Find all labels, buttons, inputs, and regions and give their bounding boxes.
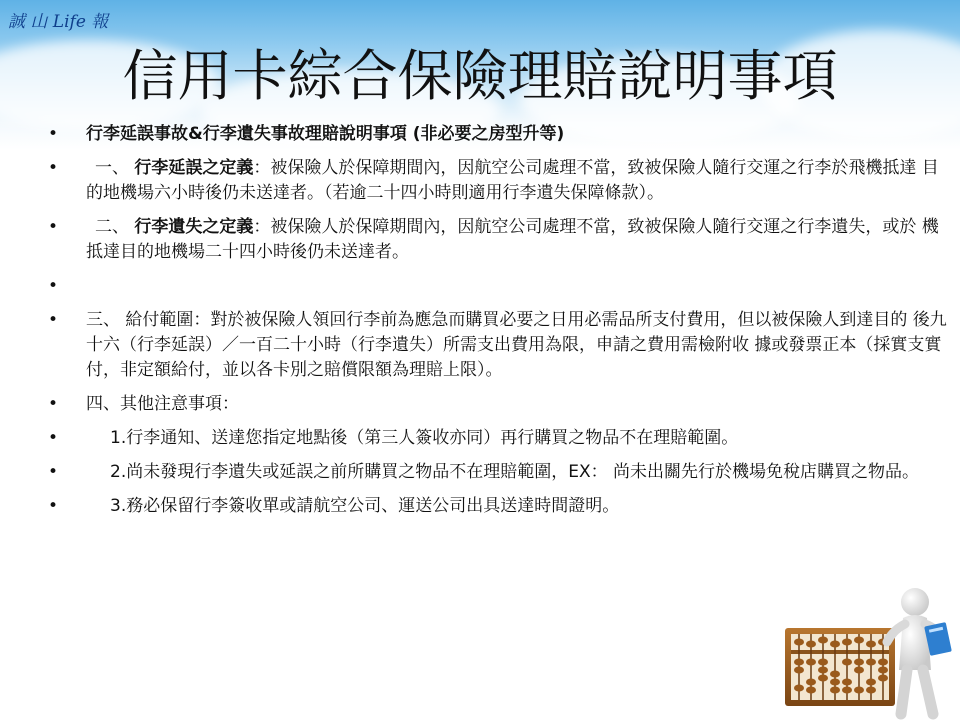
list-item-text: 四、其他注意事項： (86, 394, 239, 414)
page-title: 信用卡綜合保險理賠說明事項 (122, 44, 838, 108)
list-item (48, 122, 948, 147)
bullet: • (48, 496, 59, 516)
list-item-text: 2.尚未發現行李遺失或延誤之前所購買之物品不在理賠範圍，EX： 尚未出關先行於機場免稅店購買之物品。 (110, 462, 920, 482)
bullet: • (48, 428, 59, 448)
list-item-bold-text: 行李遺失之定義 (134, 217, 254, 237)
bullet: • (48, 462, 59, 482)
list-item-prefix: 一、 (95, 158, 135, 178)
list-item (48, 215, 948, 265)
bullet: • (48, 158, 59, 178)
list-item-bold-text: 行李延誤事故&行李遺失事故理賠說明事項 (非必要之房型升等) (86, 124, 565, 144)
list-item-text: 三、 給付範圍：對於被保險人領回行李前為應急而購買必要之日用必需品所支付費用，但以被保險人到達目的 後九十六（行李延誤）／一百二十小時（行李遺失）所需支出費用為限，申請之費用需檢附收 據或發票正本（採實支實付，非定額給付，並以各卡別之賠償限額為理賠上限）。 (86, 310, 947, 380)
bullet: • (48, 310, 59, 330)
list-item-text: ：被保險人於保障期間內，因航空公司處理不當，致被保險人隨行交運之行李於飛機抵達 目的地機場六小時後仍未送達者。（若逾二十四小時則適用行李遺失保障條款）。 (86, 158, 939, 203)
list-item-text: 1.行李通知、送達您指定地點後（第三人簽收亦同）再行購買之物品不在理賠範圍。 (110, 428, 739, 448)
bullet: • (48, 394, 59, 414)
list-item (48, 308, 948, 383)
content-list (48, 122, 948, 528)
figure-with-abacus-icon (775, 578, 960, 720)
list-item-bold-text: 行李延誤之定義 (134, 158, 254, 178)
list-item (48, 156, 948, 206)
list-item (48, 392, 948, 417)
bullet: • (48, 124, 59, 144)
list-item (48, 426, 948, 451)
list-item-empty (48, 274, 948, 299)
list-item (48, 494, 948, 519)
bullet: • (48, 217, 59, 237)
brand-logo-text: 誠 山 Life 報 (8, 12, 109, 32)
list-item-text: ：被保險人於保障期間內，因航空公司處理不當，致被保險人隨行交運之行李遺失，或於 機抵達目的地機場二十四小時後仍未送達者。 (86, 217, 939, 262)
list-item-prefix: 二、 (95, 217, 135, 237)
list-item-text: 3.務必保留行李簽收單或請航空公司、運送公司出具送達時間證明。 (110, 496, 620, 516)
bullet: • (48, 276, 59, 296)
list-item (48, 460, 948, 485)
